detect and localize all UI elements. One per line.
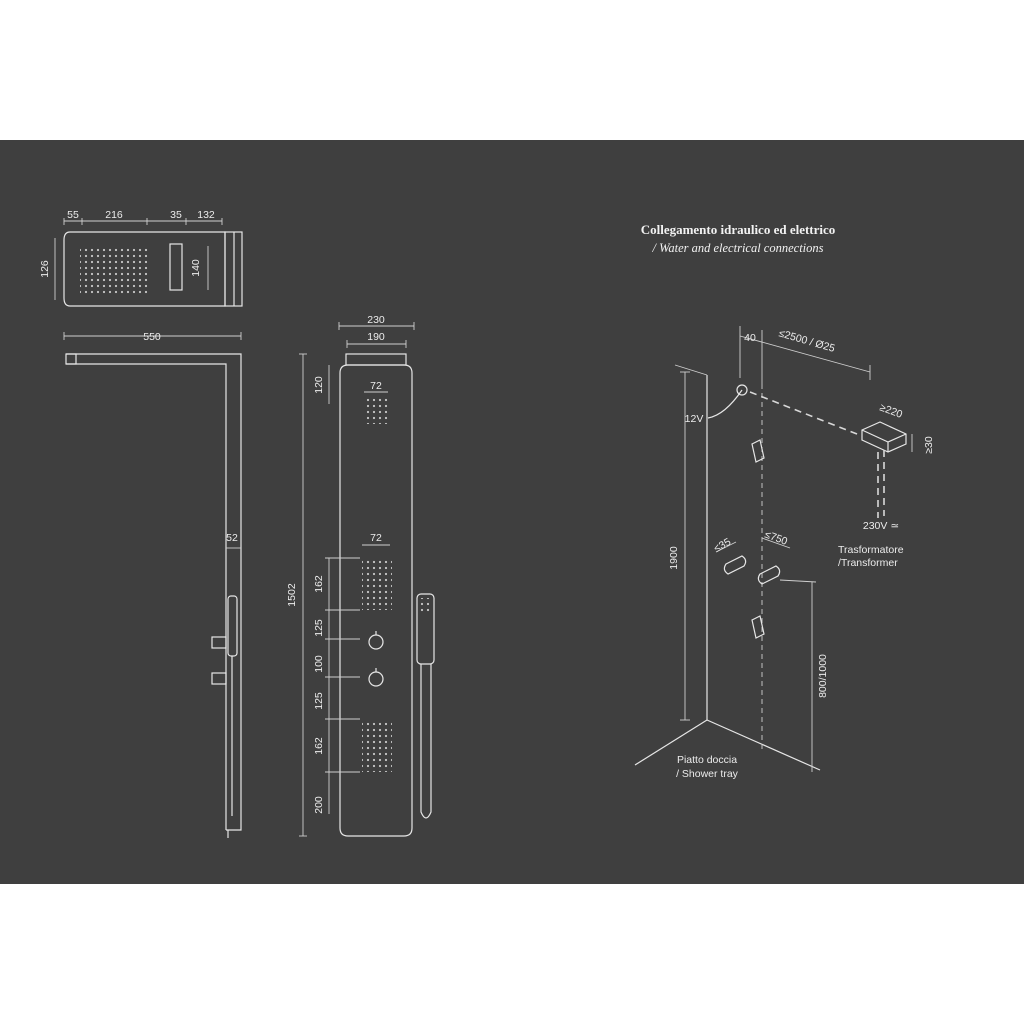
front-hose — [421, 664, 431, 818]
tray-en: / Shower tray — [676, 768, 738, 780]
dim-72-mid: 72 — [370, 532, 382, 544]
dim-1502: 1502 — [286, 583, 298, 607]
dim-162-a: 162 — [313, 575, 325, 593]
dim-230: 230 — [367, 314, 385, 326]
dim-1900: 1900 — [668, 546, 680, 570]
transformer-box — [862, 422, 906, 452]
dim-52: 52 — [226, 532, 238, 544]
head-arm-end — [66, 354, 76, 364]
dim-190: 190 — [367, 331, 385, 343]
dim-125-b: 125 — [313, 692, 325, 710]
dim-100: 100 — [313, 655, 325, 673]
side-handshower — [228, 596, 237, 656]
valve-knob-2 — [369, 672, 383, 686]
upper-bracket — [752, 440, 764, 462]
dim-35: 35 — [170, 209, 182, 221]
dim-125-a: 125 — [313, 619, 325, 637]
installation-view — [635, 222, 935, 780]
dim-2500: ≤2500 / Ø25 — [777, 327, 837, 355]
side-valve-1 — [212, 637, 226, 648]
dim-800-1000: 800/1000 — [817, 654, 829, 698]
dim-162-b: 162 — [313, 737, 325, 755]
inlet-left — [724, 556, 745, 574]
technical-drawing — [0, 140, 1024, 884]
dim-40: 40 — [744, 332, 756, 344]
dim-216: 216 — [105, 209, 123, 221]
dim-35: ≤35 — [711, 535, 734, 555]
dim-220: ≥220 — [878, 401, 905, 421]
valve-knob-1 — [369, 635, 383, 649]
dim-30: ≥30 — [923, 436, 935, 454]
dim-72-top: 72 — [370, 380, 382, 392]
label-12v: 12V — [684, 413, 704, 425]
tray-it: Piatto doccia — [676, 754, 738, 766]
transformer-it: Trasformatore — [838, 544, 904, 556]
drawing-sheet — [0, 140, 1024, 884]
label-230v: 230V ≃ — [862, 520, 900, 532]
dim-200: 200 — [313, 796, 325, 814]
title: Collegamento idraulico ed elettrico — [640, 222, 836, 237]
handshower-nozzles — [420, 598, 431, 612]
front-nozzle-grid-bottom — [362, 720, 392, 772]
dim-750: ≤750 — [763, 528, 790, 548]
cable-12v — [708, 390, 742, 418]
front-head-cap — [346, 354, 406, 365]
side-view — [64, 331, 241, 838]
display-slot — [170, 244, 182, 290]
dim-120: 120 — [313, 376, 325, 394]
side-profile — [66, 354, 241, 830]
front-nozzle-grid-mid — [362, 558, 392, 610]
dim-126: 126 — [39, 260, 51, 278]
dim-550: 550 — [143, 331, 161, 343]
dim-140: 140 — [190, 259, 202, 277]
top-nozzle-grid — [80, 246, 150, 294]
top-view — [39, 209, 242, 306]
side-valve-2 — [212, 673, 226, 684]
subtitle: / Water and electrical connections — [652, 241, 824, 255]
front-view — [286, 314, 434, 836]
dim-55: 55 — [67, 209, 79, 221]
transformer-en: /Transformer — [838, 557, 898, 569]
front-nozzle-grid-top — [364, 398, 390, 424]
cable-conduit — [750, 392, 862, 436]
dim-132: 132 — [197, 209, 215, 221]
